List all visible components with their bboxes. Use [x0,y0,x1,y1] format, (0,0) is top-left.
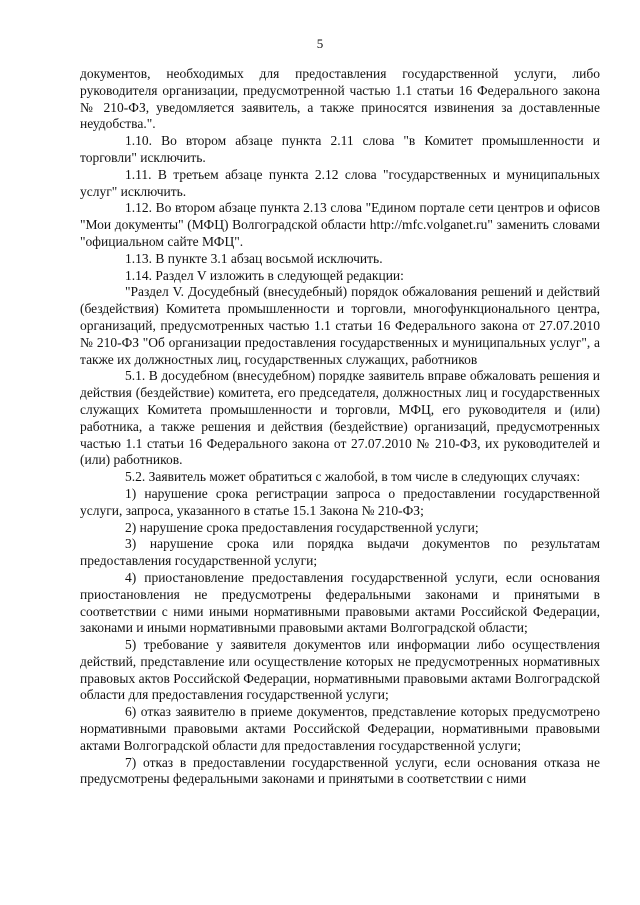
document-body [80,66,600,788]
list-item-3: 3) нарушение срока или порядка выдачи документов по результатам предоставления государственной услуги; [80,536,600,569]
paragraph-1-14: 1.14. Раздел V изложить в следующей редакции: [125,267,404,283]
list-item-7: 7) отказ в предоставлении государственной услуги, если основания отказа не предусмотрены федеральными законами и принятыми в соответствии с ними [80,754,600,787]
paragraph-5-1: 5.1. В досудебном (внесудебном) порядке заявитель вправе обжаловать решения и действия (бездействие) комитета, его председателя, должностных лиц и государственных служащих Комитета промышленности и торговли, МФЦ, его руководителя и (или) работника, а также решения и действия (бездействие) организаций, предусмотренных частью 1.1 статьи 16 Федерального закона от 27.07.2010 № 210-ФЗ, их руководителей и (или) работников. [80,368,600,468]
paragraph-continuation: документов, необходимых для предоставления государственной услуги, либо руководителя организации, предусмотренной частью 1.1 статьи 16 Федерального закона № 210-ФЗ, уведомляется заявитель, а также приносятся извинения за доставленные неудобства.". [80,66,600,132]
page-number: 5 [316,36,324,51]
paragraph-1-12: 1.12. Во втором абзаце пункта 2.13 слова "Едином портале сети центров и офисов "Мои документы" (МФЦ) Волгоградской области http://mfc.volganet.ru" заменить словами "официальном сайте МФЦ". [80,200,600,249]
paragraph-1-11: 1.11. В третьем абзаце пункта 2.12 слова "государственных и муниципальных услуг" исключить. [80,166,600,199]
list-item-5: 5) требование у заявителя документов или информации либо осуществления действий, представление или осуществление которых не предусмотренных нормативных правовых актов Российской Федерации, нормативными правовыми актами Волгоградской области для предоставления государственной услуги; [80,637,600,703]
list-item-6: 6) отказ заявителю в приеме документов, представление которых предусмотрено нормативными правовыми актами Российской Федерации, нормативными правовыми актами Волгоградской области для предоставления государственной услуги; [80,704,600,753]
section-v-heading: "Раздел V. Досудебный (внесудебный) порядок обжалования решений и действий (бездействия) Комитета промышленности и торговли, многофункционального центра, организаций, предусмотренных частью 1.1 статьи 16 Федерального закона от 27.07.2010 № 210-ФЗ "Об организации предоставления государственных и муниципальных услуг", а также их должностных лиц, государственных служащих, работников [80,284,600,367]
list-item-2: 2) нарушение срока предоставления государственной услуги; [125,519,479,535]
paragraph-5-2: 5.2. Заявитель может обратиться с жалобой, в том числе в следующих случаях: [125,469,581,485]
paragraph-1-13: 1.13. В пункте 3.1 абзац восьмой исключить. [125,250,383,266]
list-item-1: 1) нарушение срока регистрации запроса о предоставлении государственной услуги, запроса, указанного в статье 15.1 Закона № 210-ФЗ; [80,485,600,518]
list-item-4: 4) приостановление предоставления государственной услуги, если основания приостановления не предусмотрены федеральными законами и принятыми в соответствии с ними иными нормативными правовыми актами Российской Федерации, законами и иными нормативными правовыми актами Волгоградской области; [80,569,600,636]
paragraph-1-10: 1.10. Во втором абзаце пункта 2.11 слова "в Комитет промышленности и торговли" исключить. [80,133,600,165]
